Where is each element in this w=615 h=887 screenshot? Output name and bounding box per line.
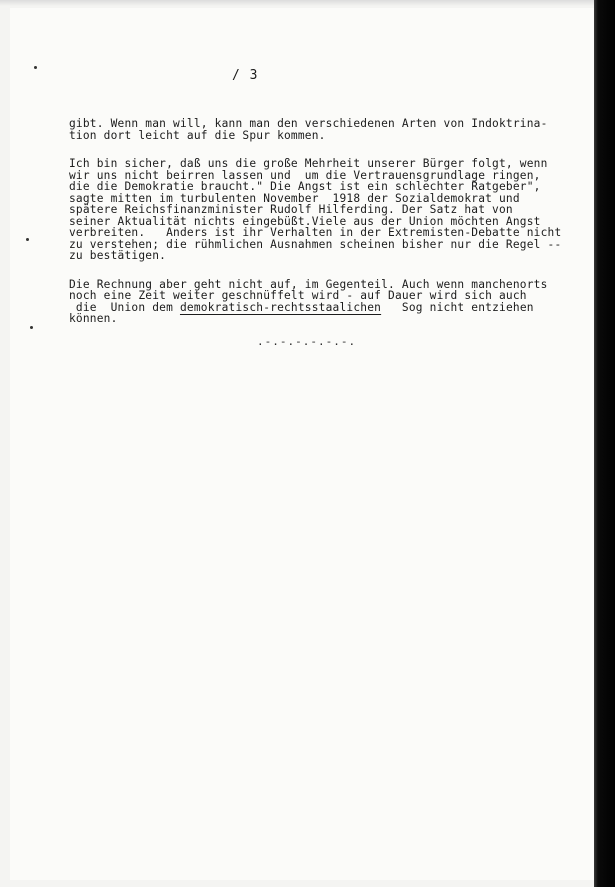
text-line [69,302,569,314]
page-number: / 3 [232,68,259,83]
paragraph-3 [69,279,569,325]
scan-dark-edge [594,0,615,887]
text-line: verbreiten. Anders ist ihr Verhalten in der Extremisten-Debatte nicht [69,226,562,239]
text-line: seiner Aktualität nichts eingebüßt.Viele aus der Union möchten Angst [69,214,541,228]
text-line: wir uns nicht beirren lassen und um die Vertrauensgrundlage ringen, [69,168,541,182]
text-line: spätere Reichsfinanzminister Rudolf Hilferding. Der Satz hat von [69,203,513,216]
text-fragment: Sog nicht entziehen [381,300,534,314]
text-line: Ich bin sicher, daß uns die große Mehrheit unserer Bürger folgt, wenn [69,157,548,170]
paragraph-2 [69,158,569,262]
scan-speck [30,326,33,329]
underlined-phrase: demokratisch-rechtsstaalichen [179,300,382,314]
text-line: gibt. Wenn man will, kann man den verschiedenen Arten von Indoktrina- [69,117,548,130]
text-fragment: die Union dem [69,300,180,314]
text-line: Die Rechnung aber geht nicht auf, im Gegenteil. Auch wenn manchenorts [69,277,548,291]
text-line: zu verstehen; die rühmlichen Ausnahmen scheinen bisher nur die Regel -- [69,237,562,251]
scan-speck [34,66,37,69]
text-line: können. [69,312,118,325]
scan-top-edge [0,0,615,6]
end-separator: .-.-.-.-.-.-. [257,335,357,348]
paragraph-1 [69,118,569,141]
text-line: tion dort leicht auf die Spur kommen. [69,128,326,142]
text-line: sagte mitten im turbulenten November 1918 der Sozialdemokrat und [69,191,520,205]
text-line: die die Demokratie braucht." Die Angst ist ein schlechter Ratgeber", [69,180,541,193]
text-line: zu bestätigen. [69,249,167,262]
scan-speck [26,238,29,241]
text-line: noch eine Zeit weiter geschnüffelt wird - auf Dauer wird sich auch [69,289,527,302]
letter-body [69,118,569,342]
